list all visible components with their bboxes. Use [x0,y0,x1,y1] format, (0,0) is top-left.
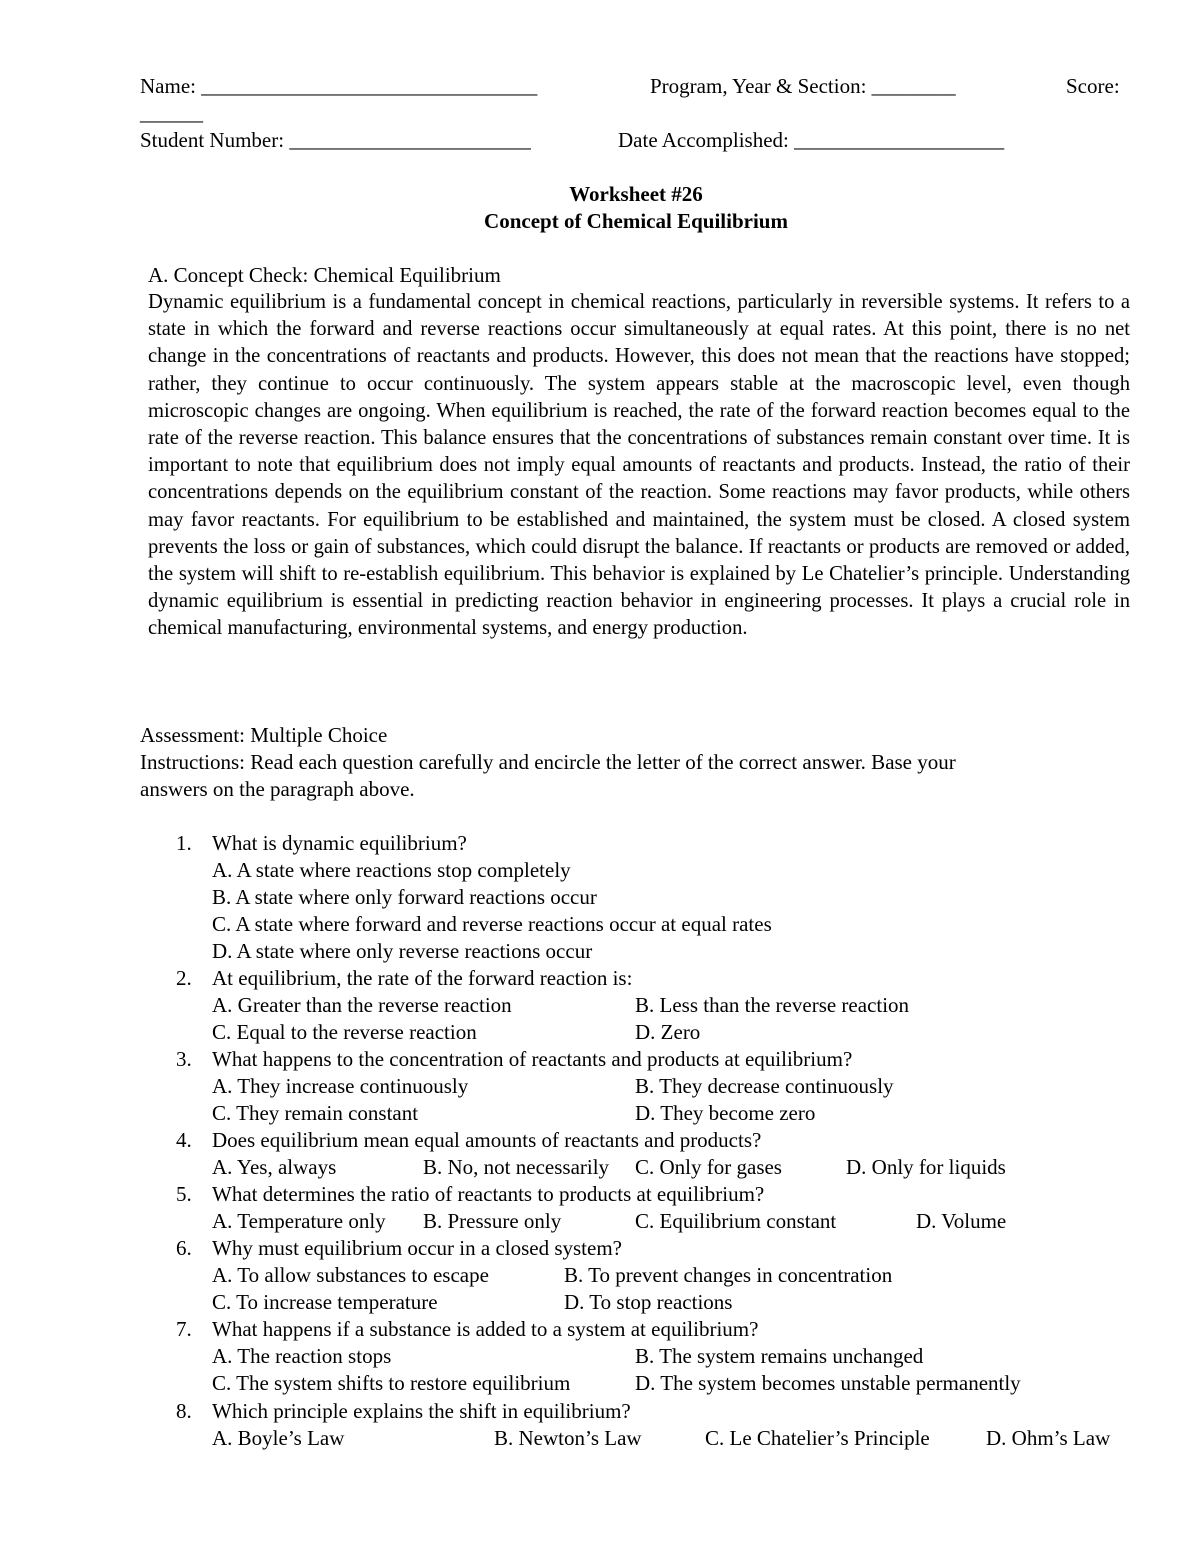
assessment-heading: Assessment: Multiple Choice [140,723,388,747]
option-d[interactable]: D. The system becomes unstable permanently [635,1371,1021,1395]
question-text: What happens to the concentration of reactants and products at equilibrium? [212,1047,853,1071]
option-b[interactable]: B. Pressure only [423,1209,562,1233]
option-a[interactable]: A. Greater than the reverse reaction [212,993,512,1017]
date-field-label: Date Accomplished: ____________________ [618,128,1005,152]
option-b[interactable]: B. To prevent changes in concentration [564,1263,893,1287]
question-number: 5. [176,1182,192,1206]
option-d[interactable]: D. Ohm’s Law [986,1426,1111,1450]
question-text: What is dynamic equilibrium? [212,831,467,855]
option-c[interactable]: C. To increase temperature [212,1290,438,1314]
concept-paragraph: Dynamic equilibrium is a fundamental concept in chemical reactions, particularly in reversible systems. It refers to a state in which the forward and reverse reactions occur simultaneously at equal rates. At this point, there is no net change in the concentrations of reactants and products. However, this does not mean that the reactions have stopped; rather, they continue to occur continuously. The system appears stable at the macroscopic level, even though microscopic changes are ongoing. When equilibrium is reached, the rate of the forward reaction becomes equal to the rate of the reverse reaction. This balance ensures that the concentrations of substances remain constant over time. It is important to note that equilibrium does not imply equal amounts of reactants and products. Instead, the ratio of their concentrations depends on the equilibrium constant of the reaction. Some reactions may favor products, while others may favor reactants. For equilibrium to be established and maintained, the system must be closed. A closed system prevents the loss or gain of substances, which could disrupt the balance. If reactants or products are removed or added, the system will shift to re-establish equilibrium. This behavior is explained by Le Chatelier’s principle. Understanding dynamic equilibrium is essential in predicting reaction behavior in engineering processes. It plays a crucial role in chemical manufacturing, environmental systems, and energy production. [148,291,1130,640]
question-number: 7. [176,1317,192,1341]
option-d[interactable]: D. Volume [916,1209,1007,1233]
option-d[interactable]: D. Only for liquids [846,1155,1006,1179]
question-number: 2. [176,966,192,990]
question-number: 4. [176,1128,192,1152]
question-number: 8. [176,1399,192,1423]
option-d[interactable]: D. Zero [635,1020,701,1044]
option-b[interactable]: B. Newton’s Law [494,1426,642,1450]
instructions-line-2: answers on the paragraph above. [140,777,415,801]
worksheet-title: Concept of Chemical Equilibrium [484,209,788,233]
option-a[interactable]: A. Temperature only [212,1209,386,1233]
option-b[interactable]: B. No, not necessarily [423,1155,610,1179]
question-text: At equilibrium, the rate of the forward reaction is: [212,966,633,990]
question-number: 1. [176,831,192,855]
option-b[interactable]: B. The system remains unchanged [635,1344,924,1368]
option-a[interactable]: A. To allow substances to escape [212,1263,489,1287]
instructions-line-1: Instructions: Read each question carefully and encircle the letter of the correct answer. Base your [140,750,956,774]
option-a[interactable]: A. A state where reactions stop completely [212,858,571,882]
option-b[interactable]: B. Less than the reverse reaction [635,993,910,1017]
question-text: What happens if a substance is added to a system at equilibrium? [212,1317,759,1341]
option-c[interactable]: C. The system shifts to restore equilibrium [212,1371,571,1395]
option-a[interactable]: A. They increase continuously [212,1074,469,1098]
question-number: 3. [176,1047,192,1071]
option-d[interactable]: D. To stop reactions [564,1290,733,1314]
option-d[interactable]: D. They become zero [635,1101,816,1125]
option-b[interactable]: B. A state where only forward reactions occur [212,885,597,909]
score-blank: ______ [140,101,203,125]
option-a[interactable]: A. Boyle’s Law [212,1426,345,1450]
section-a-heading: A. Concept Check: Chemical Equilibrium [148,263,501,287]
option-c[interactable]: C. Le Chatelier’s Principle [705,1426,930,1450]
score-field-label: Score: [1066,74,1120,98]
question-number: 6. [176,1236,192,1260]
name-field-label: Name: ________________________________ [140,74,538,98]
option-a[interactable]: A. The reaction stops [212,1344,392,1368]
option-c[interactable]: C. They remain constant [212,1101,419,1125]
option-b[interactable]: B. They decrease continuously [635,1074,894,1098]
option-c[interactable]: C. A state where forward and reverse reactions occur at equal rates [212,912,772,936]
option-a[interactable]: A. Yes, always [212,1155,337,1179]
question-text: Which principle explains the shift in equilibrium? [212,1399,631,1423]
question-text: What determines the ratio of reactants to products at equilibrium? [212,1182,765,1206]
question-text: Why must equilibrium occur in a closed system? [212,1236,622,1260]
student-number-field-label: Student Number: _______________________ [140,128,531,152]
option-c[interactable]: C. Only for gases [635,1155,782,1179]
option-d[interactable]: D. A state where only reverse reactions occur [212,939,593,963]
question-text: Does equilibrium mean equal amounts of reactants and products? [212,1128,762,1152]
option-c[interactable]: C. Equilibrium constant [635,1209,837,1233]
program-field-label: Program, Year & Section: ________ [650,74,956,98]
option-c[interactable]: C. Equal to the reverse reaction [212,1020,477,1044]
worksheet-number: Worksheet #26 [569,182,703,206]
